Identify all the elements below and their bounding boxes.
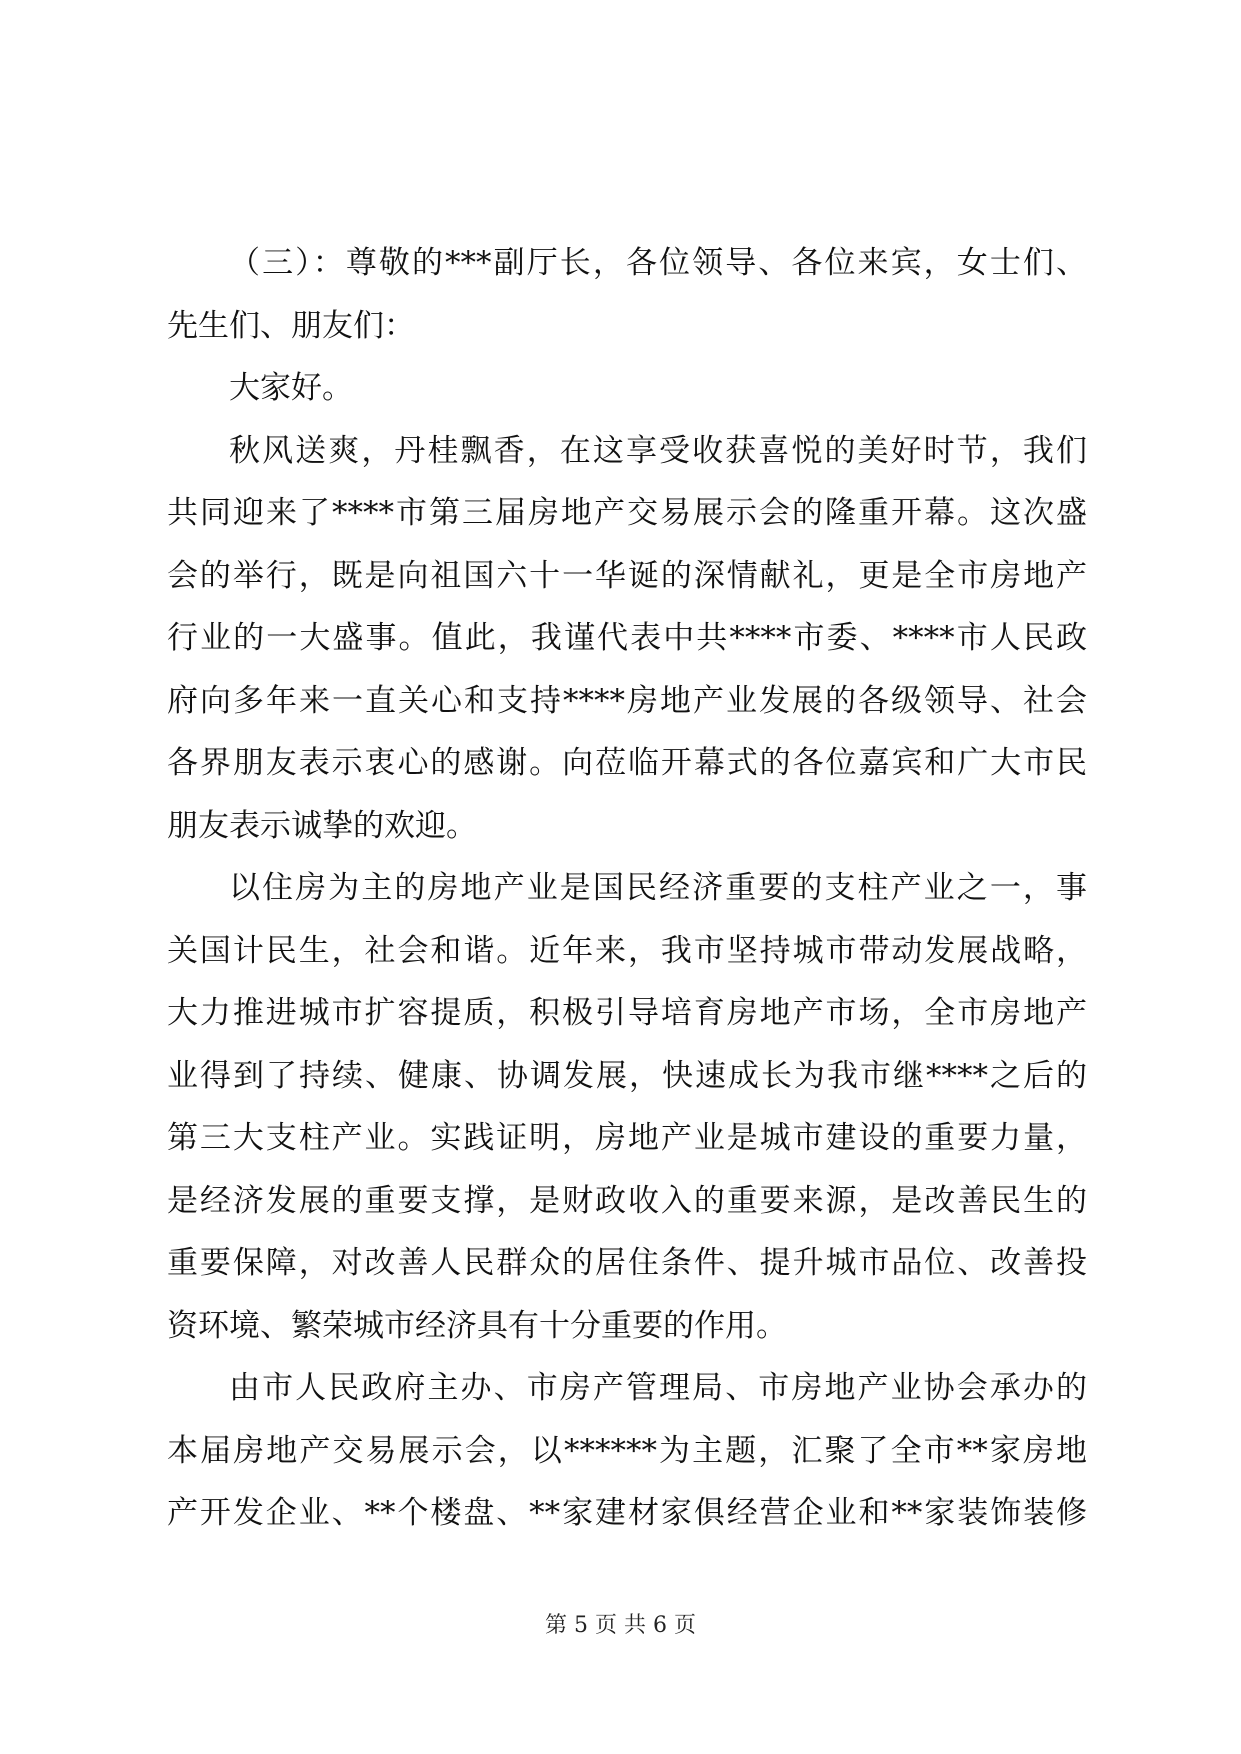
text-line: 重要保障，对改善人民群众的居住条件、提升城市品位、改善投: [167, 1245, 1087, 1281]
text-line: 本届房地产交易展示会，以******为主题，汇聚了全市**家房地: [167, 1432, 1087, 1469]
text-line: （三）：尊敬的***副厅长，各位领导、各位来宾，女士们、: [229, 245, 1087, 281]
text-line: 秋风送爽，丹桂飘香，在这享受收获喜悦的美好时节，我们: [229, 432, 1087, 469]
text-line: 朋友表示诚挚的欢迎。: [167, 807, 477, 844]
text-line: 是经济发展的重要支撑，是财政收入的重要来源，是改善民生的: [167, 1182, 1087, 1219]
text-line: 大力推进城市扩容提质，积极引导培育房地产市场，全市房地产: [167, 995, 1087, 1031]
text-line: 由市人民政府主办、市房产管理局、市房地产业协会承办的: [229, 1370, 1087, 1406]
text-line: 行业的一大盛事。值此，我谨代表中共****市委、****市人民政: [167, 620, 1087, 656]
text-line: 产开发企业、**个楼盘、**家建材家俱经营企业和**家装饰装修: [167, 1495, 1087, 1531]
text-line: 共同迎来了****市第三届房地产交易展示会的隆重开幕。这次盛: [167, 495, 1087, 531]
text-line: 先生们、朋友们：: [167, 307, 415, 344]
text-line: 关国计民生，社会和谐。近年来，我市坚持城市带动发展战略，: [167, 932, 1087, 969]
text-line: 各界朋友表示衷心的感谢。向莅临开幕式的各位嘉宾和广大市民: [167, 745, 1087, 781]
body-text: [167, 232, 1087, 1545]
text-line: 会的举行，既是向祖国六十一华诞的深情献礼，更是全市房地产: [167, 557, 1087, 594]
text-line: 以住房为主的房地产业是国民经济重要的支柱产业之一，事: [229, 870, 1087, 906]
page-number-footer: 第 5 页 共 6 页: [545, 1613, 696, 1638]
text-line: 大家好。: [229, 370, 353, 406]
text-line: 第三大支柱产业。实践证明，房地产业是城市建设的重要力量，: [167, 1120, 1087, 1156]
text-line: 府向多年来一直关心和支持****房地产业发展的各级领导、社会: [167, 682, 1087, 719]
text-line: 业得到了持续、健康、协调发展，快速成长为我市继****之后的: [167, 1057, 1087, 1094]
text-line: 资环境、繁荣城市经济具有十分重要的作用。: [167, 1307, 787, 1344]
